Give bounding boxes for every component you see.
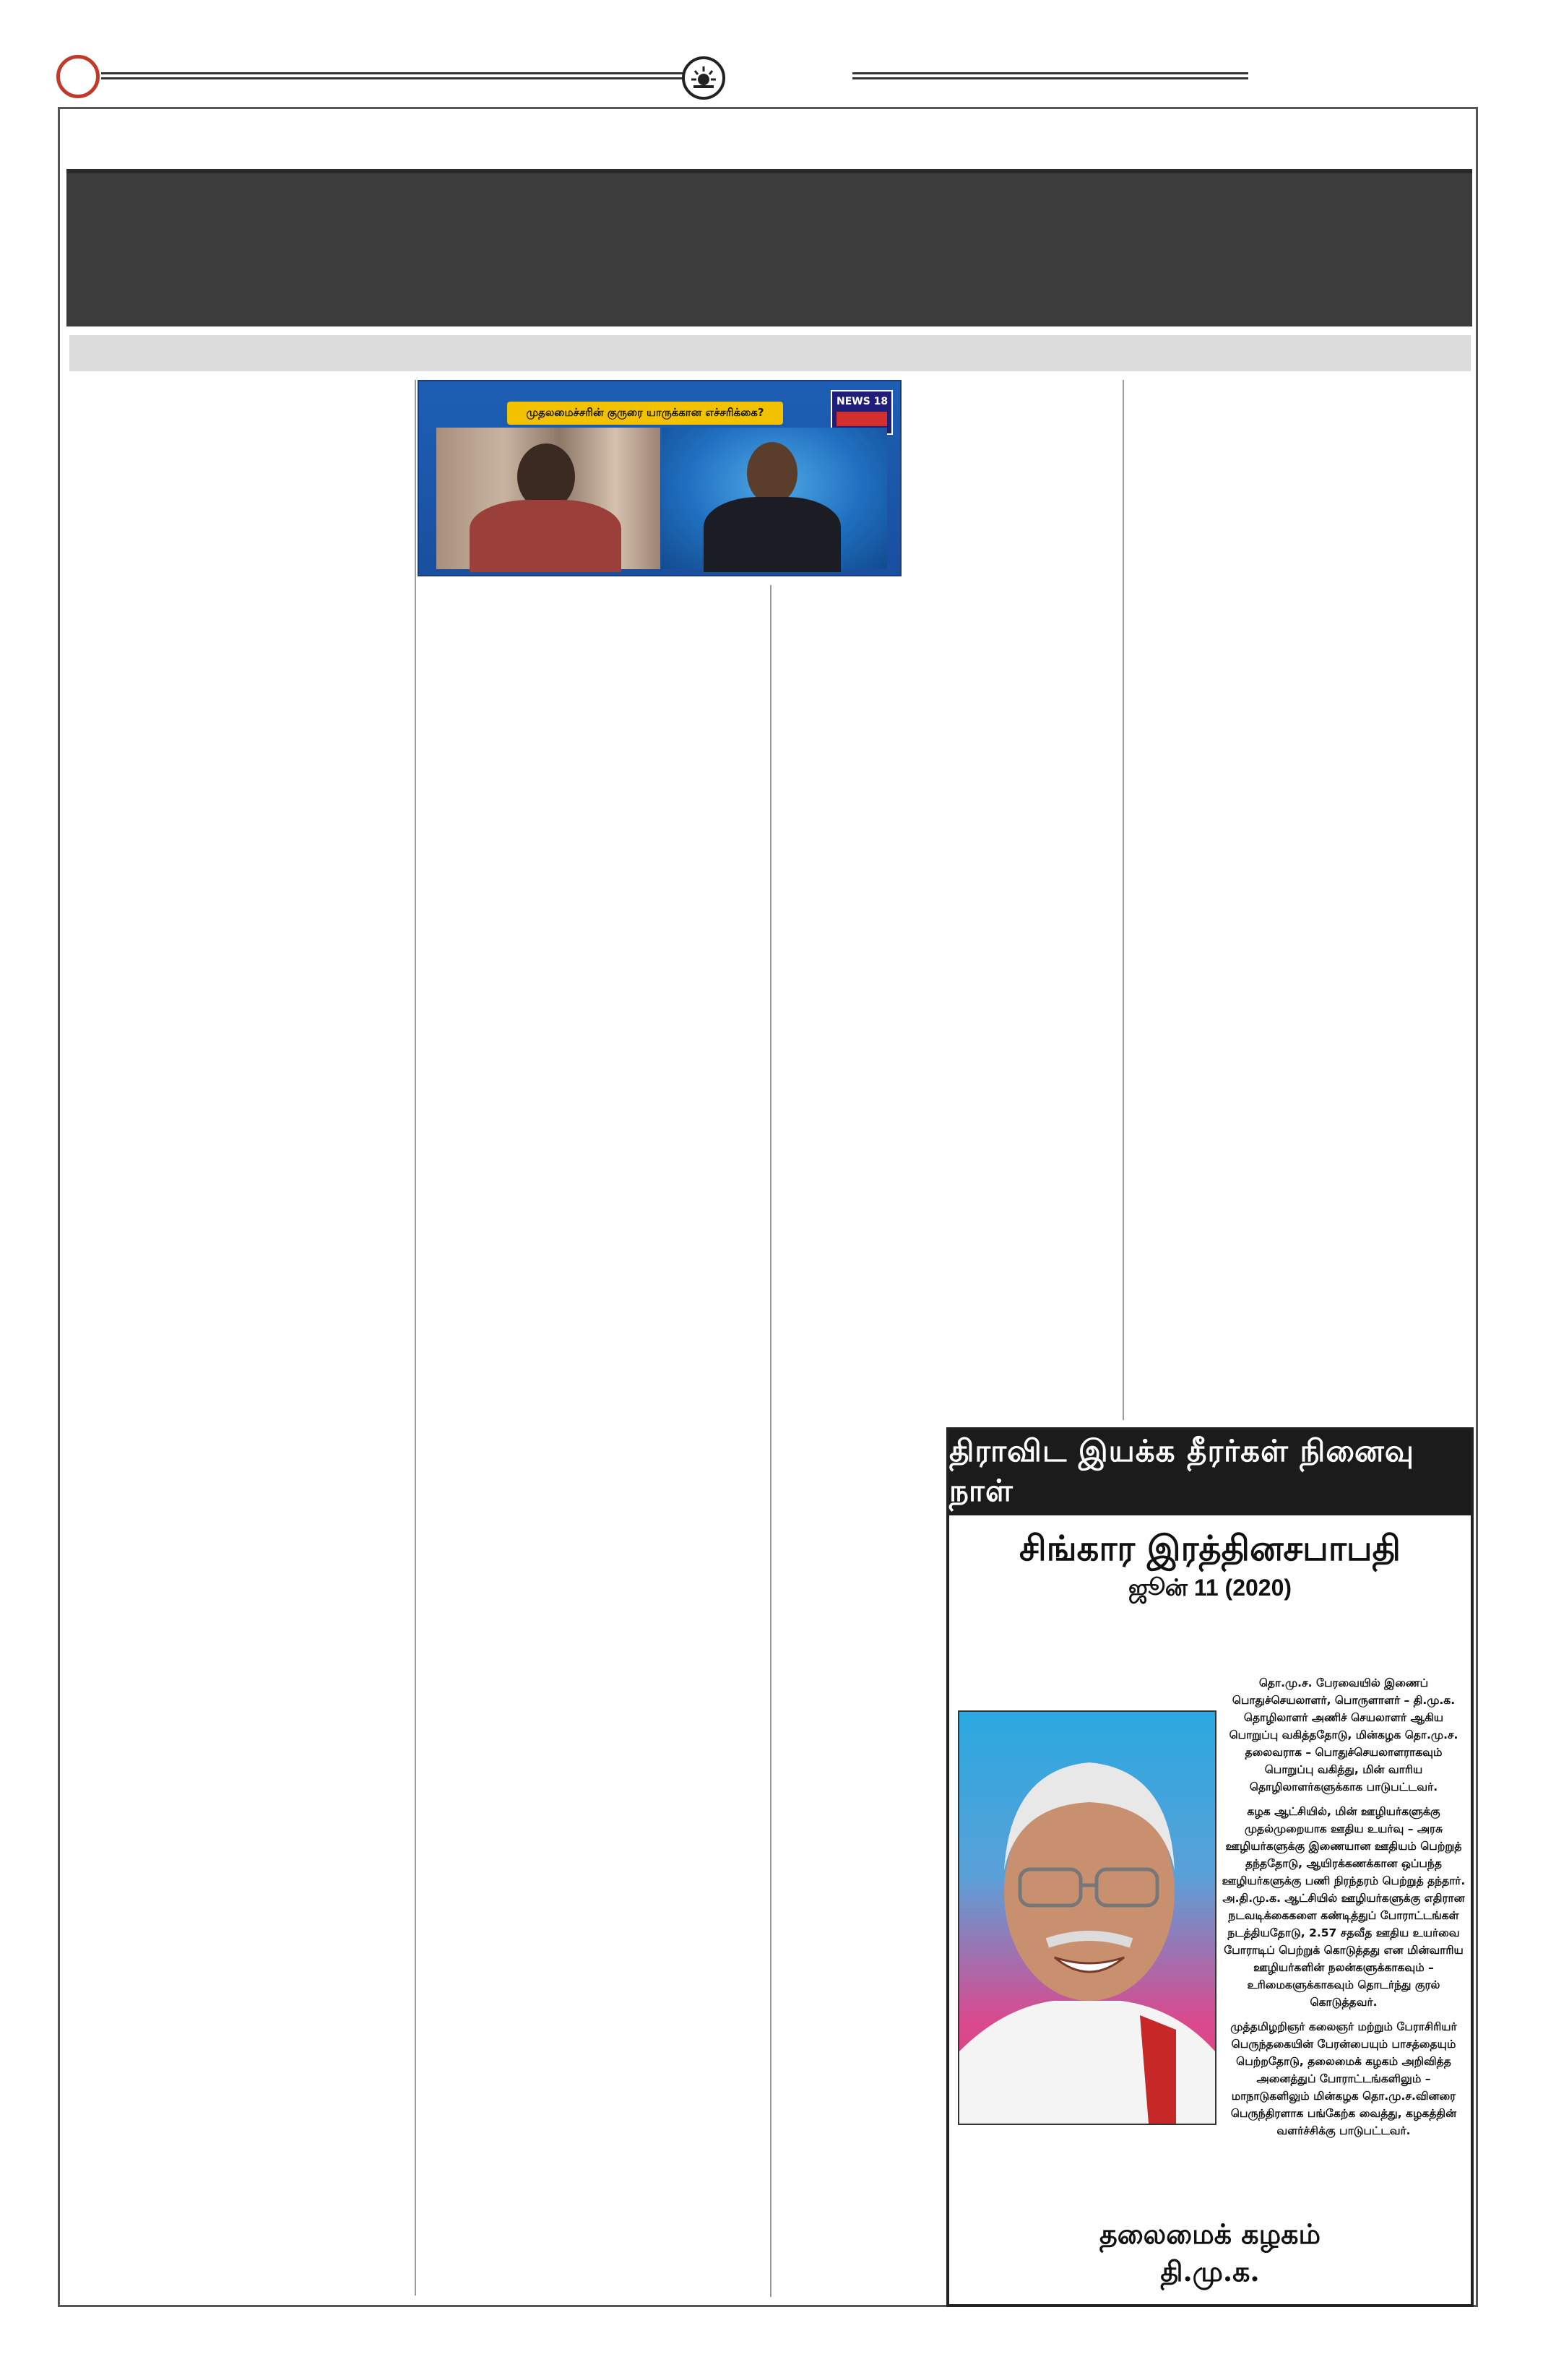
bio-paragraph-2: கழக ஆட்சியில், மின் ஊழியர்களுக்கு முதல்முறையாக ஊதிய உயர்வு – அரசு ஊழியர்களுக்கு இணையான ஊதியம் பெற்றுத் தந்ததோடு, ஆயிரக்கணக்கான ஒப்பந்த ஊழியர்களுக்கு பணி நிரந்தரம் பெற்றுத் தந்தார். அ.தி.மு.க. ஆட்சியில் ஊழியர்களுக்கு எதிரான நடவடிக்கைகளை கண்டித்துப் போராட்டங்கள் நடத்தியதோடு, 2.57 சதவீத ஊதிய உயர்வை போராடிப் பெற்றுக் கொடுத்தது என மின்வாரிய ஊழியர்களின் நலன்களுக்காகவும் – உரிமைகளுக்காகவும் தொடர்ந்து குரல் கொடுத்தவர். xyxy=(1222,1805,1466,2009)
portrait-photo xyxy=(958,1710,1216,2125)
guest-body xyxy=(470,500,621,572)
headline-banner xyxy=(66,169,1472,326)
bio-paragraph-1: தொ.மு.ச. பேரவையில் இணைப் பொதுச்செயலாளர், பொருளாளர் – தி.மு.க. தொழிலாளர் அணிச் செயலாளர் ஆகிய பொறுப்பு வகித்ததோடு, மின்கழக தொ.மு.ச. தலைவராக – பொதுச்செயலாளராகவும் பொறுப்பு வகித்து, மின் வாரிய தொழிலாளர்களுக்காக பாடுபட்டவர். xyxy=(1229,1676,1458,1793)
header-rule-left xyxy=(101,72,685,79)
anchor-head xyxy=(747,442,798,504)
portrait-illustration xyxy=(959,1712,1215,2124)
column-divider-2 xyxy=(770,585,772,2297)
anchor-body xyxy=(704,497,841,572)
issuer-line-2: தி.மு.க. xyxy=(1160,2255,1260,2288)
memorial-biography xyxy=(1221,1674,1466,2147)
rising-sun-icon xyxy=(689,64,718,92)
page-corner-circle xyxy=(56,55,100,98)
memorial-date: ஜூன் 11 (2020) xyxy=(1128,1575,1292,1601)
channel-logo-strip xyxy=(837,412,887,426)
issuer-line-1: தலைமைக் கழகம் xyxy=(1099,2217,1321,2250)
memorial-notice xyxy=(946,1427,1474,2307)
party-emblem-icon xyxy=(682,56,725,100)
anchor-video-panel xyxy=(662,428,887,569)
header-rule-right xyxy=(852,72,1248,79)
guest-video-panel xyxy=(436,428,660,569)
memorial-name: சிங்கார இரத்தினசபாபதி xyxy=(1019,1528,1401,1569)
column-divider-1 xyxy=(415,380,416,2295)
channel-name: NEWS 18 xyxy=(837,396,889,407)
tv-screenshot-image xyxy=(418,380,902,576)
subheadline-band xyxy=(69,335,1471,371)
tv-ticker-text: முதலமைச்சரின் குருரை யாருக்கான எச்சரிக்கை? xyxy=(507,402,783,425)
column-divider-3 xyxy=(1123,380,1124,1420)
memorial-heading: திராவிட இயக்க தீரர்கள் நினைவு நாள் xyxy=(949,1430,1471,1515)
bio-paragraph-3: முத்தமிழறிஞர் கலைஞர் மற்றும் பேராசிரியர் பெருந்தகையின் பேரன்பையும் பாசத்தையும் பெற்றதோடு, தலைமைக் கழகம் அறிவித்த அனைத்துப் போராட்டங்களிலும் – மாநாடுகளிலும் மின்கழக தொ.மு.ச.வினரை பெருந்திரளாக பங்கேற்க வைத்து, கழகத்தின் வளர்ச்சிக்கு பாடுபட்டவர். xyxy=(1230,2020,1457,2137)
